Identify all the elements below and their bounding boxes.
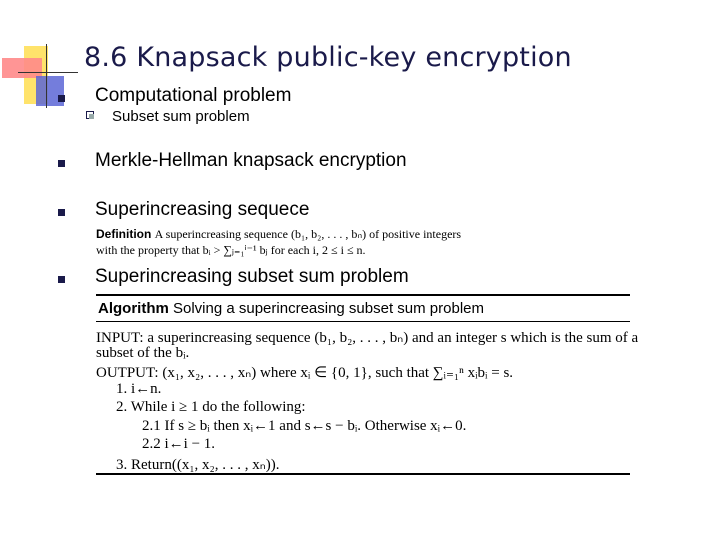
algorithm-step-2: 2. While i ≥ 1 do the following: — [116, 399, 306, 415]
definition-text-1: A superincreasing sequence (b₁, b₂, . . . , bₙ) of positive integers — [154, 227, 462, 241]
algorithm-top-rule — [96, 294, 630, 296]
definition-line-1 — [96, 226, 461, 242]
algorithm-name: Solving a superincreasing subset sum problem — [173, 300, 484, 317]
algorithm-step-2-2: 2.2 i←i − 1. — [142, 436, 216, 452]
algorithm-step-1: 1. i←n. — [116, 381, 162, 397]
bullet-superincreasing-sequence: Superincreasing sequece — [95, 199, 310, 220]
bullet-superincreasing-subset-sum: Superincreasing subset sum problem — [95, 266, 409, 287]
bullet-icon — [58, 95, 65, 102]
bullet-merkle-hellman: Merkle-Hellman knapsack encryption — [95, 150, 407, 171]
algorithm-bottom-rule — [96, 473, 630, 475]
corner-logo — [0, 0, 80, 110]
algorithm-keyword: Algorithm — [98, 300, 169, 317]
bullet-icon — [58, 160, 65, 167]
definition-text-2: with the property that bᵢ > ∑ⱼ₌₁ⁱ⁻¹ bⱼ for each i, 2 ≤ i ≤ n. — [96, 243, 366, 257]
slide-title: 8.6 Knapsack public-key encryption — [84, 42, 572, 73]
bullet-computational-problem: Computational problem — [95, 85, 292, 106]
logo-red-block — [2, 58, 42, 78]
logo-vertical-line — [46, 44, 47, 108]
logo-horizontal-line — [18, 72, 78, 73]
subbullet-icon — [86, 111, 94, 119]
subbullet-subset-sum: Subset sum problem — [112, 108, 250, 125]
definition-label: Definition — [96, 227, 152, 241]
definition-block — [96, 226, 461, 258]
algorithm-step-2-1: 2.1 If s ≥ bᵢ then xᵢ←1 and s←s − bᵢ. Otherwise xᵢ←0. — [142, 418, 467, 434]
algorithm-header — [98, 300, 484, 317]
algorithm-input-line: INPUT: a superincreasing sequence (b₁, b₂, . . . , bₙ) and an integer s which is the sum of a — [96, 330, 639, 346]
bullet-icon — [58, 276, 65, 283]
algorithm-output-line: OUTPUT: (x₁, x₂, . . . , xₙ) where xᵢ ∈ {0, 1}, such that ∑ᵢ₌₁ⁿ xᵢbᵢ = s. — [96, 365, 514, 381]
algorithm-mid-rule — [96, 321, 630, 322]
bullet-icon — [58, 209, 65, 216]
algorithm-step-3: 3. Return((x₁, x₂, . . . , xₙ)). — [116, 457, 280, 473]
algorithm-input-cont: subset of the bᵢ. — [96, 345, 190, 361]
